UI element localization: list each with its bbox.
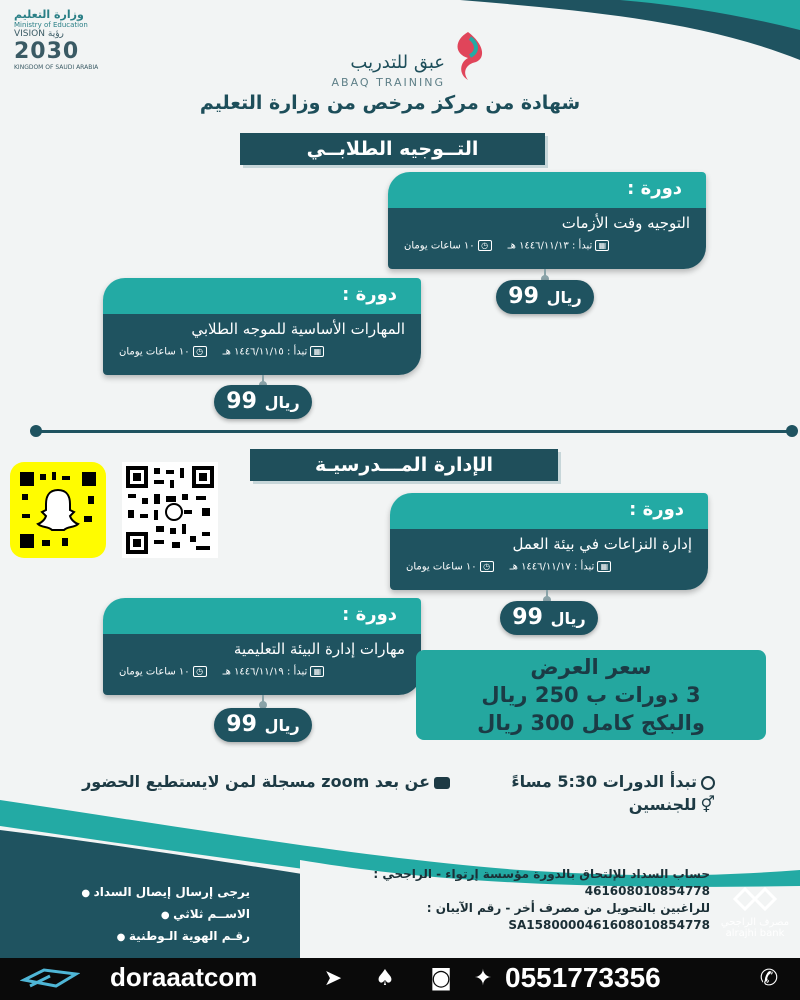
course-duration: ◷١٠ ساعات يومان <box>119 666 207 678</box>
telegram-icon[interactable]: ➤ <box>323 966 343 991</box>
course-title: التوجيه وقت الأزمات <box>561 214 690 232</box>
calendar-icon: ▦ <box>310 346 324 357</box>
receipt-requirements <box>20 882 250 948</box>
course-start: ▦تبدأ : ١٤٤٦/١١/١٣ هـ <box>508 240 610 252</box>
iban-line: للراغبين بالتحويل من مصرف أخر - رقم الآيبان : <box>426 901 710 915</box>
gender-info: ⚥للجنسين <box>628 795 715 814</box>
currency-symbol: ريال <box>264 393 300 412</box>
payment-info <box>300 866 710 934</box>
instagram-icon[interactable]: ◙ <box>430 966 452 991</box>
snapchat-ghost-icon <box>18 470 98 550</box>
clock-icon: ◷ <box>478 240 492 251</box>
bank-name-ar: مصرف الراجحي <box>720 917 790 928</box>
price-badge <box>214 385 312 419</box>
qr-code-icon <box>126 466 214 554</box>
course-card <box>103 278 421 375</box>
divider-dot <box>786 425 798 437</box>
abaq-name-en: ABAQ TRAINING <box>331 76 445 89</box>
website-icon[interactable] <box>20 966 80 992</box>
currency-symbol: ريال <box>550 609 586 628</box>
course-start: ▦تبدأ : ١٤٤٦/١١/١٧ هـ <box>510 561 612 573</box>
account-line: حساب السداد للإلتحاق بالدورة مؤسسة إرتواء - الراجحي : <box>373 867 710 881</box>
calendar-icon: ▦ <box>595 240 609 251</box>
course-card <box>388 172 706 269</box>
alrajhi-logo <box>716 884 794 939</box>
course-title: المهارات الأساسية للموجه الطلابي <box>191 320 405 338</box>
offer-box <box>416 650 766 740</box>
video-icon <box>434 777 450 789</box>
course-duration: ◷١٠ ساعات يومان <box>406 561 494 573</box>
offer-full-package: والبكج كامل 300 ريال <box>477 711 705 735</box>
currency-symbol: ريال <box>264 716 300 735</box>
price-badge <box>496 280 594 314</box>
offer-title: سعر العرض <box>530 655 652 679</box>
kingdom-label: KINGDOM OF SAUDI ARABIA <box>14 64 99 71</box>
course-duration: ◷١٠ ساعات يومان <box>404 240 492 252</box>
vision-label-en: VISION <box>14 29 45 39</box>
iban-number[interactable]: SA1580000461608010854778 <box>508 918 710 932</box>
ministry-name-ar: وزارة التعليم <box>14 8 84 21</box>
website-link[interactable]: doraaatcom <box>110 962 258 992</box>
start-time-info: تبدأ الدورات 5:30 مساءً <box>480 772 715 791</box>
phone-number[interactable]: 0551773356 <box>505 962 661 993</box>
clock-icon: ◷ <box>193 666 207 677</box>
alrajhi-bank-icon <box>730 884 780 914</box>
vision-year: 2030 <box>14 39 80 64</box>
price-badge <box>214 708 312 742</box>
course-label: دورة : <box>103 278 421 314</box>
certificate-text: شهادة من مركز مرخص من وزارة التعليم <box>199 92 581 114</box>
price-badge <box>500 601 598 635</box>
price-value: 99 <box>512 605 543 630</box>
receipt-item: الاســم ثلاثي ● <box>20 904 250 926</box>
price-value: 99 <box>226 712 257 737</box>
offer-three-courses: 3 دورات ب 250 ريال <box>481 683 701 707</box>
course-label: دورة : <box>103 598 421 634</box>
clock-icon: ◷ <box>480 561 494 572</box>
course-label: دورة : <box>388 172 706 208</box>
course-card <box>103 598 421 695</box>
abaq-name-ar: عبق للتدريب <box>350 52 445 73</box>
receipt-item: رقـم الهوية الـوطنية ● <box>20 926 250 948</box>
price-value: 99 <box>226 389 257 414</box>
snapchat-icon[interactable]: ♠ <box>375 966 395 991</box>
section-title-school-management: الإدارة المـــدرسيـة <box>250 449 558 481</box>
bank-name-en: alrajhi bank <box>725 928 785 939</box>
calendar-icon: ▦ <box>597 561 611 572</box>
zoom-info: عن بعد zoom مسجلة لمن لايستطيع الحضور <box>30 772 450 791</box>
whatsapp-icon[interactable]: ✆ <box>759 966 779 991</box>
calendar-icon: ▦ <box>310 666 324 677</box>
course-card <box>390 493 708 590</box>
account-number[interactable]: 461608010854778 <box>584 884 710 898</box>
course-start: ▦تبدأ : ١٤٤٦/١١/١٩ هـ <box>223 666 325 678</box>
clock-icon: ◷ <box>193 346 207 357</box>
course-start: ▦تبدأ : ١٤٤٦/١١/١٥ هـ <box>223 346 325 358</box>
course-title: إدارة النزاعات في بيئة العمل <box>512 535 692 553</box>
people-icon: ⚥ <box>700 795 715 814</box>
course-label: دورة : <box>390 493 708 529</box>
currency-symbol: ريال <box>546 288 582 307</box>
vision-label-ar: رؤية <box>47 29 64 39</box>
receipt-item: يرجى إرسال إيصال السداد ● <box>20 882 250 904</box>
ministry-logo <box>14 8 124 71</box>
snapchat-qr-code[interactable] <box>10 462 106 558</box>
course-duration: ◷١٠ ساعات يومان <box>119 346 207 358</box>
clock-icon <box>701 776 715 790</box>
section-title-student-guidance: التــوجيه الطلابــي <box>240 133 545 165</box>
twitter-icon[interactable]: ✦ <box>473 966 493 991</box>
divider-dot <box>30 425 42 437</box>
ministry-name-en: Ministry of Education <box>14 21 88 29</box>
price-value: 99 <box>508 284 539 309</box>
whatsapp-qr-code[interactable] <box>122 462 218 558</box>
abaq-logo-icon <box>440 28 496 84</box>
course-title: مهارات إدارة البيئة التعليمية <box>233 640 405 658</box>
section-divider <box>36 430 796 433</box>
